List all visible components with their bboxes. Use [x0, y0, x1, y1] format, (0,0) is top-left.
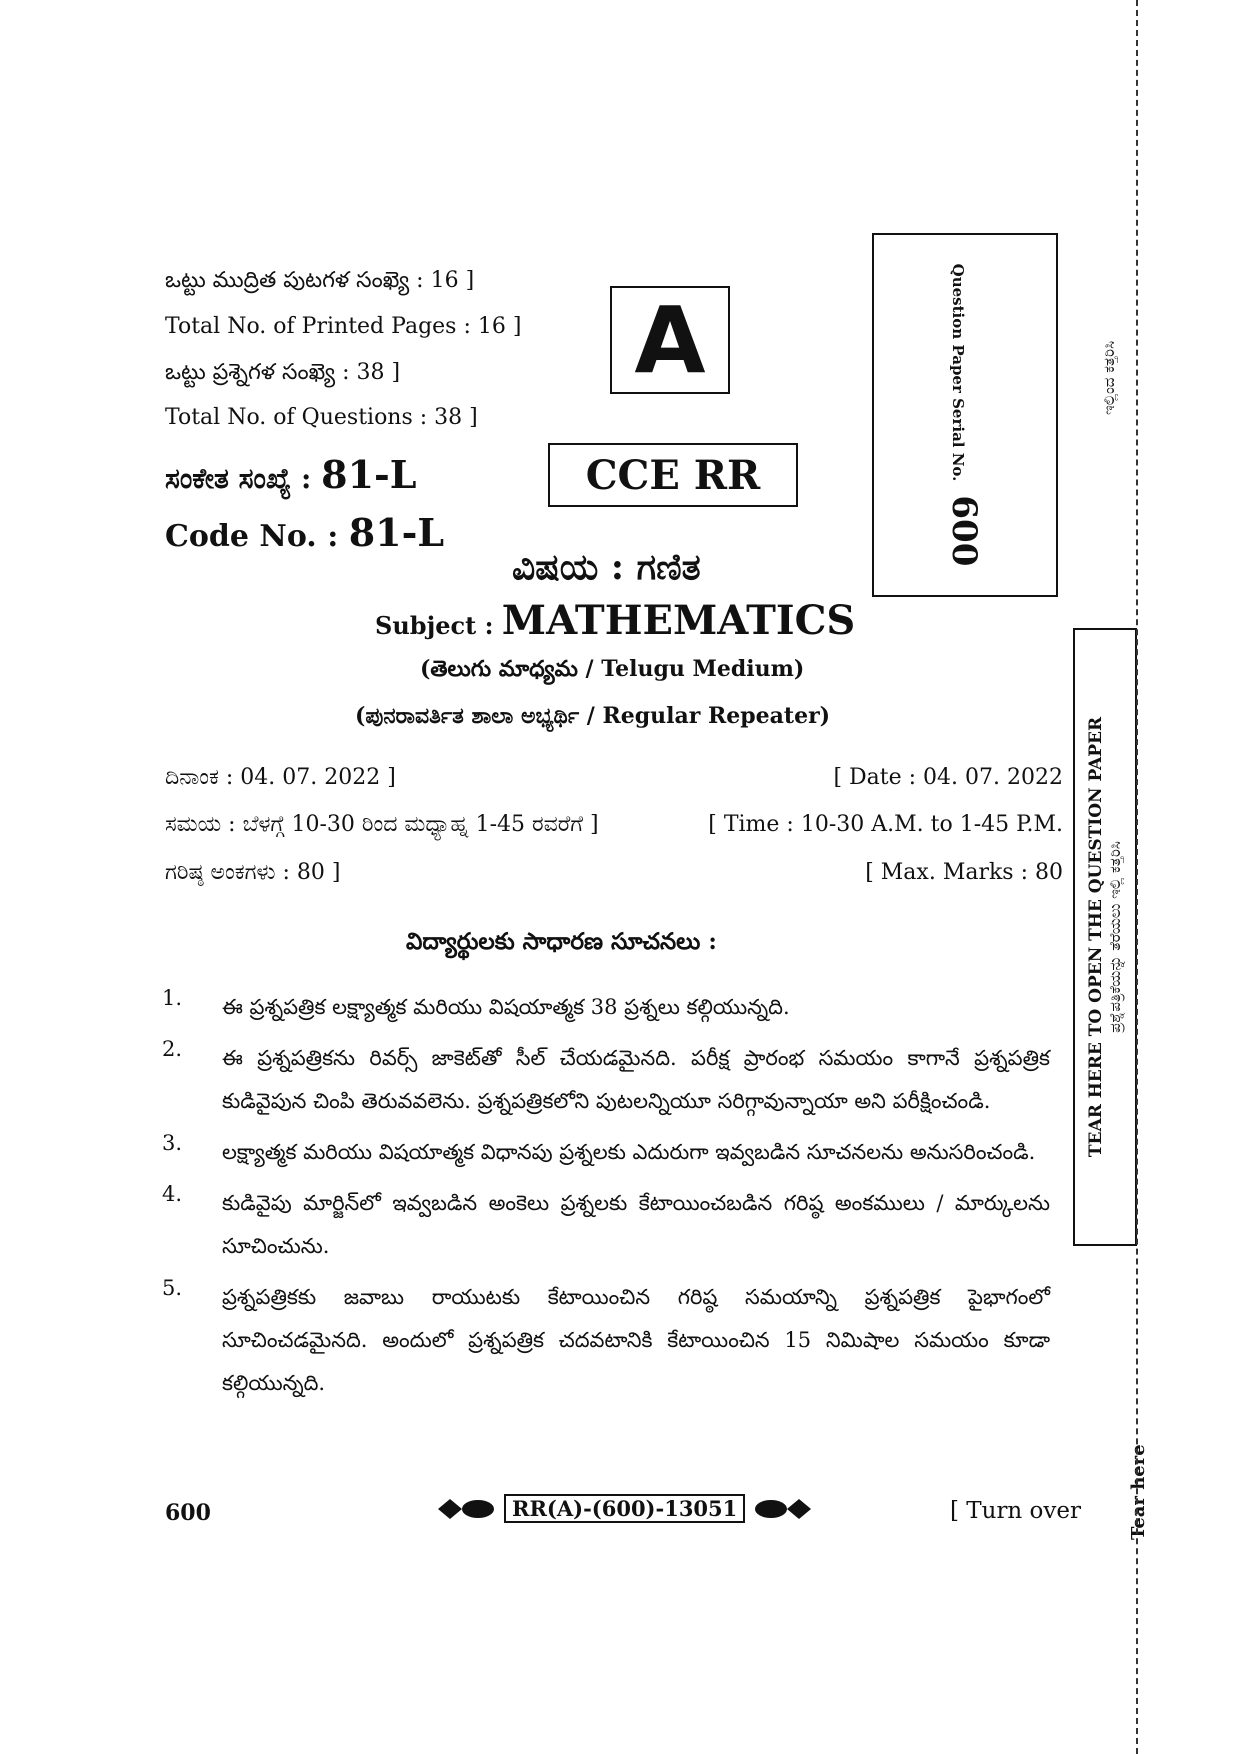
medium: (తెలుగు మాధ్యమ / Telugu Medium) — [420, 656, 805, 682]
date-kn: ದಿನಾಂಕ : 04. 07. 2022 ] — [165, 765, 396, 790]
paper-code: RR(A)-(600)-13051 — [504, 1494, 745, 1523]
code-kn-value: 81-L — [321, 452, 417, 497]
turn-over: [ Turn over — [950, 1498, 1082, 1524]
serial-value: 600 — [944, 495, 984, 567]
subject-label: Subject : — [375, 611, 494, 640]
instruction-item — [162, 1131, 1050, 1174]
cut-here-kn: ಇಲ್ಲಿಂದ ಕತ್ತರಿಸಿ — [1100, 340, 1118, 415]
code-kn-label: ಸಂಕೇತ ಸಂಖ್ಯೆ : — [165, 462, 312, 495]
code-en-label: Code No. : — [165, 519, 339, 554]
serial-number-box — [872, 233, 1058, 597]
footer-code-block — [438, 1494, 811, 1523]
tear-text — [1086, 717, 1124, 1157]
instruction-number: 2. — [162, 1037, 183, 1061]
printed-pages-en: Total No. of Printed Pages : 16 ] — [165, 314, 522, 339]
instruction-text: ఈ ప్రశ్నపత్రికను రివర్స్ జాకెట్‌తో సీల్ చేయడమైనది. పరీక్ష ప్రారంభ సమయం కాగానే ప్రశ్నపత్రిక కుడివైపున చింపి తెరువవలెను. ప్రశ్నపత్రికలోని పుటలన్నియూ సరిగ్గావున్నాయా అని పరీక్షించండి. — [222, 1046, 1050, 1113]
instruction-number: 3. — [162, 1131, 183, 1155]
instruction-item — [162, 1182, 1050, 1268]
instructions-list — [162, 986, 1050, 1413]
tear-line[interactable] — [1136, 0, 1138, 1754]
marks-en: [ Max. Marks : 80 — [865, 860, 1063, 885]
instruction-item — [162, 1037, 1050, 1123]
instructions-title: విద్యార్థులకు సాధారణ సూచనలు : — [406, 928, 717, 955]
instruction-number: 4. — [162, 1182, 183, 1206]
questions-count-kn: ఒట్టు ప్రశ్నెగళ సంఖ్యె : 38 ] — [165, 360, 401, 385]
candidate-type: (ಪುನರಾವರ್ತಿತ ಶಾಲಾ ಅಭ್ಯರ್ಥಿ / Regular Repeater) — [355, 703, 831, 729]
questions-count-en: Total No. of Questions : 38 ] — [165, 405, 478, 430]
instruction-text: ప్రశ్నపత్రికకు జవాబు రాయుటకు కేటాయించిన గరిష్ఠ సమయాన్ని ప్రశ్నపత్రిక పైభాగంలో సూచించడమైనది. అందులో ప్రశ్నపత్రిక చదవటానికి కేటాయించిన 15 నిమిషాల సమయం కూడా కల్గియున్నది. — [222, 1285, 1050, 1395]
ornament-left-icon — [438, 1495, 496, 1523]
tear-here-label: Tear here — [1128, 1444, 1149, 1540]
tear-text-kn: ಪ್ರಶ್ನೆಪತ್ರಿಕೆಯನ್ನು ತೆರೆಯಲು ಇಲ್ಲಿ ಕತ್ತರಿಸಿ — [1106, 841, 1124, 1033]
exam-box: CCE RR — [548, 443, 798, 507]
instruction-text: లక్ష్యాత్మక మరియు విషయాత్మక విధానపు ప్రశ్నలకు ఎదురుగా ఇవ్వబడిన సూచనలను అనుసరించండి. — [222, 1140, 1036, 1164]
instruction-number: 5. — [162, 1276, 183, 1300]
instruction-number: 1. — [162, 986, 183, 1010]
tear-instruction-box — [1073, 628, 1137, 1246]
marks-kn: ಗರಿಷ್ಠ ಅಂಕಗಳು : 80 ] — [165, 860, 341, 885]
time-en: [ Time : 10-30 A.M. to 1-45 P.M. — [708, 812, 1063, 837]
serial-number — [944, 264, 984, 567]
code-en-value: 81-L — [348, 510, 445, 555]
instruction-text: ఈ ప్రశ్నపత్రిక లక్ష్యాత్మక మరియు విషయాత్మక 38 ప్రశ్నలు కల్గియున్నది. — [222, 995, 790, 1019]
subject-value: MATHEMATICS — [501, 597, 856, 644]
instruction-text: కుడివైపు మార్జిన్‌లో ఇవ్వబడిన అంకెలు ప్రశ్నలకు కేటాయించబడిన గరిష్ఠ అంకములు / మార్కులను సూచించును. — [222, 1191, 1050, 1258]
version-box: A — [610, 286, 730, 394]
footer-page-number: 600 — [165, 1500, 211, 1526]
ornament-right-icon — [753, 1495, 811, 1523]
serial-label: Question Paper Serial No. — [949, 263, 967, 482]
instruction-item — [162, 1276, 1050, 1405]
subject-kn: ವಿಷಯ : ಗಣಿತ — [512, 546, 701, 588]
date-en: [ Date : 04. 07. 2022 — [833, 765, 1063, 790]
tear-text-en: TEAR HERE TO OPEN THE QUESTION PAPER — [1086, 716, 1106, 1158]
code-number-kn — [165, 452, 417, 497]
time-kn: ಸಮಯ : ಬೆಳಗ್ಗೆ 10-30 ರಿಂದ ಮಧ್ಯಾಹ್ನ 1-45 ರವರೆಗೆ ] — [165, 812, 599, 837]
subject-en — [375, 597, 855, 644]
instruction-item — [162, 986, 1050, 1029]
code-number-en — [165, 510, 444, 555]
printed-pages-kn: ఒట్టు ముద్రిత పుటగళ సంఖ్యె : 16 ] — [165, 268, 475, 293]
